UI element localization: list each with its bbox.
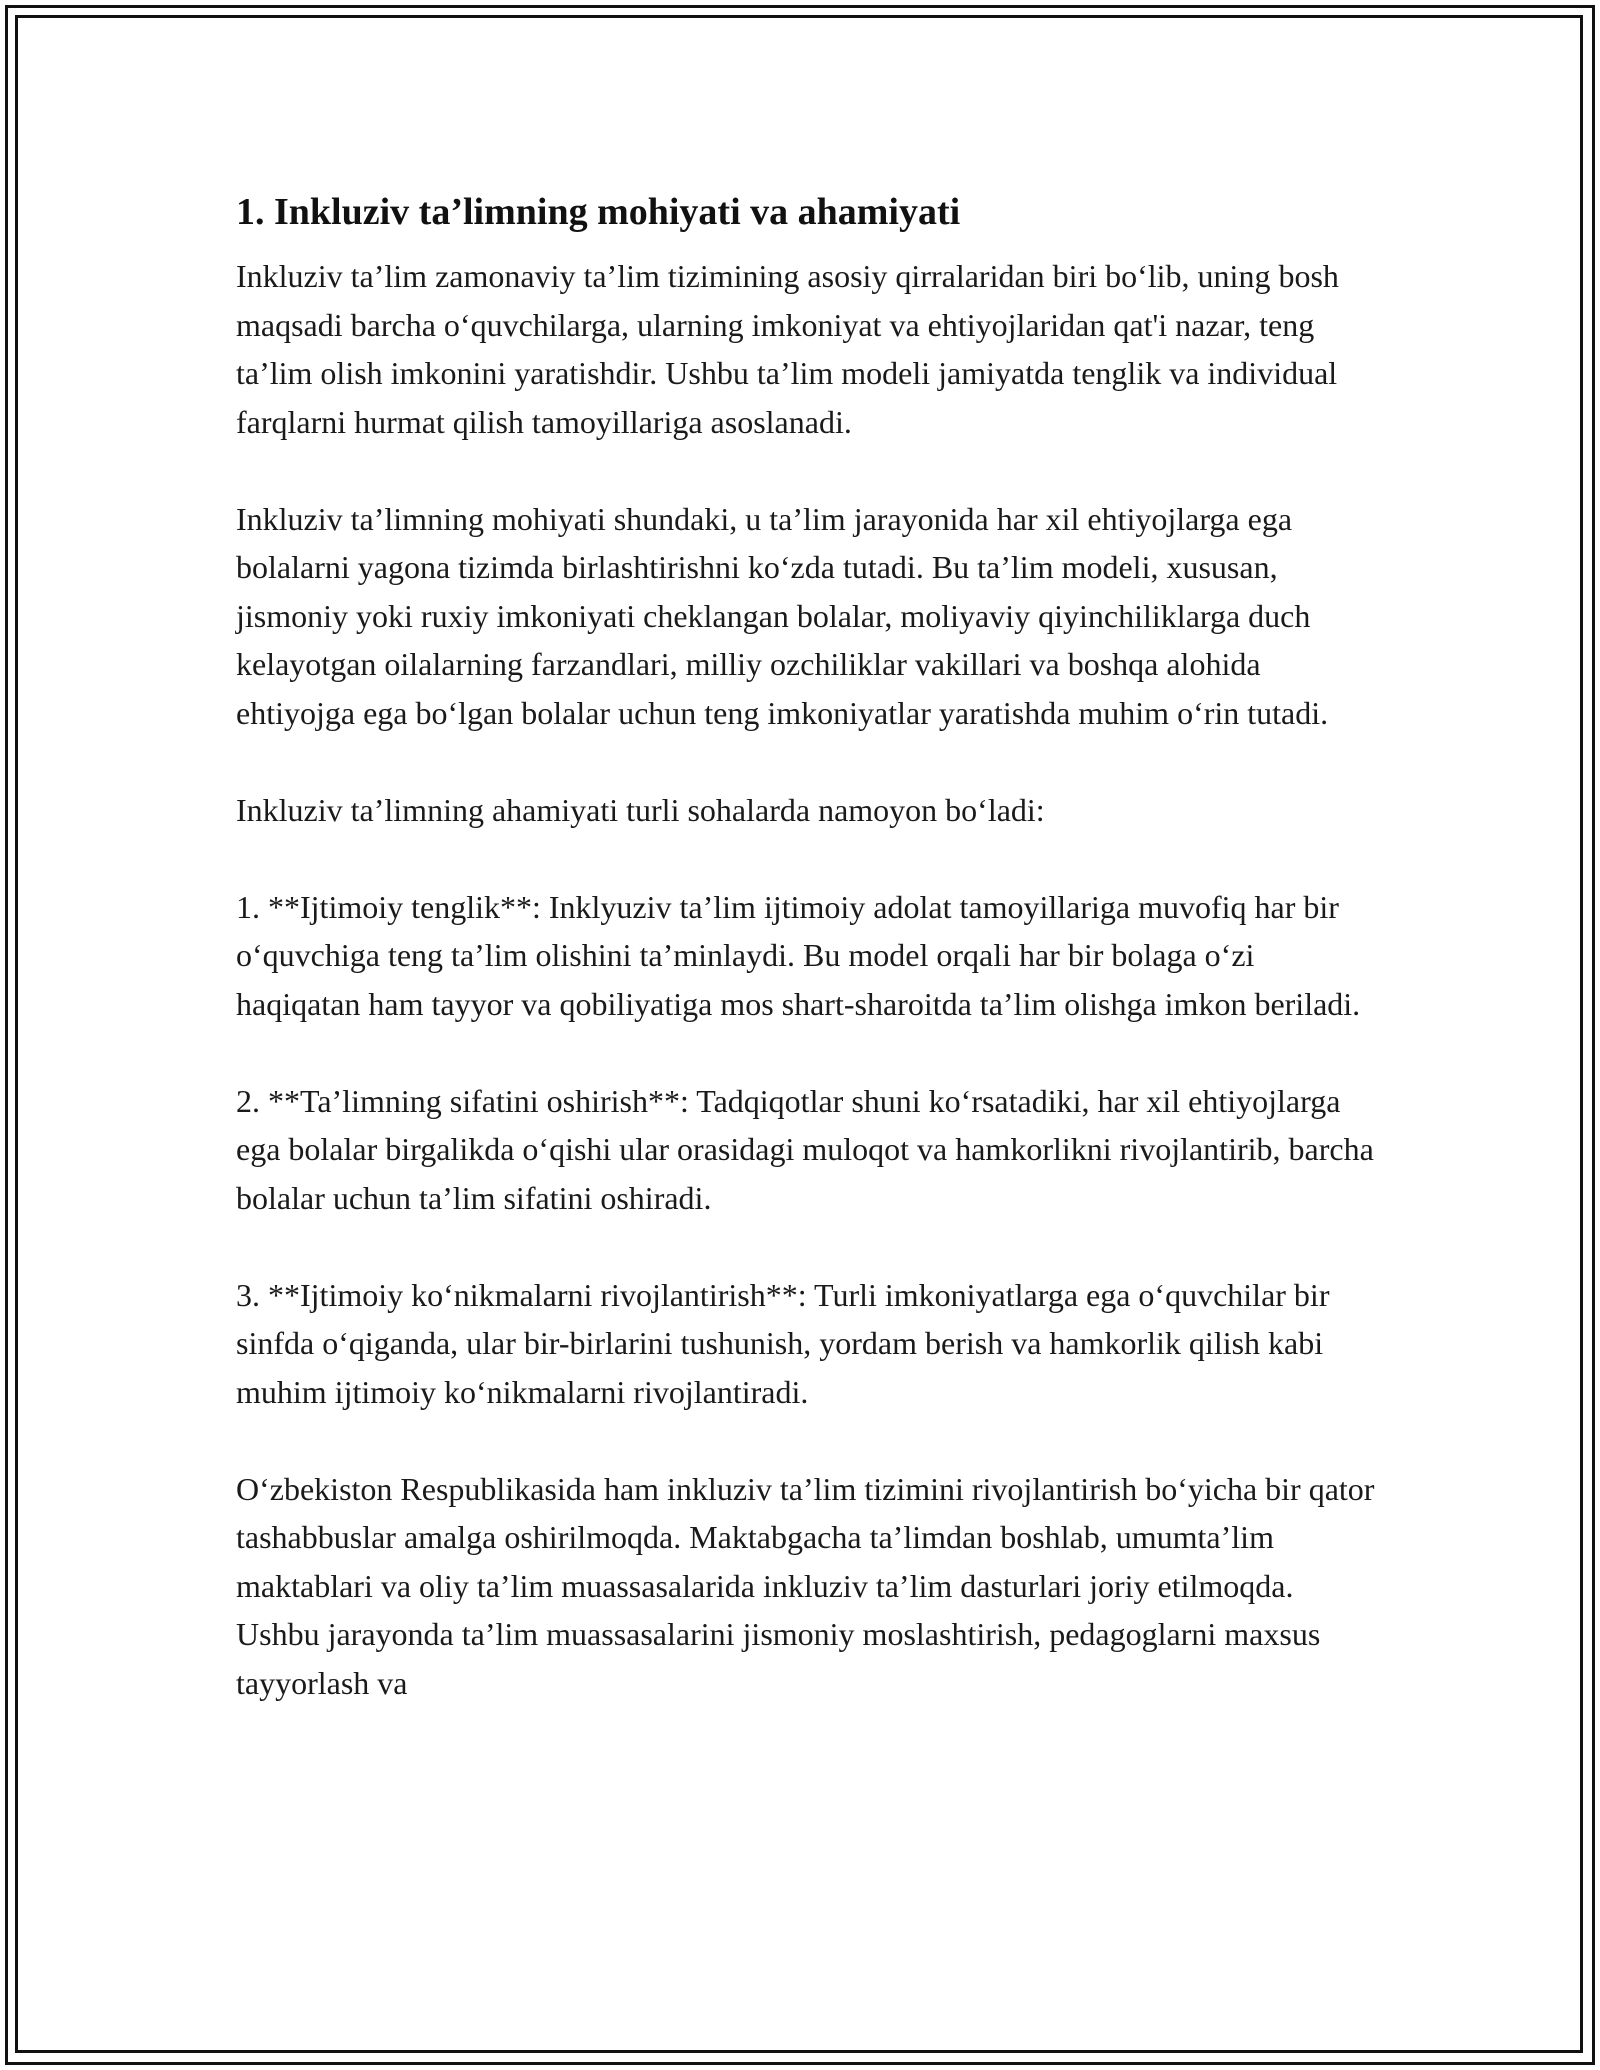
paragraph-intro: Inkluziv ta’lim zamonaviy ta’lim tizimining asosiy qirralaridan biri bo‘lib, uning bosh maqsadi barcha o‘quvchilarga, ularning imkoniyat va ehtiyojlaridan qat'i nazar, teng ta’lim olish imkonini yaratishdir. Ushbu ta’lim modeli jamiyatda tenglik va individual farqlarni hurmat qilish tamoyillariga asoslanadi. — [236, 258, 1339, 440]
paragraph-importance-lead: Inkluziv ta’limning ahamiyati turli sohalarda namoyon bo‘ladi: — [236, 791, 1045, 828]
list-item-social-equality: 1. **Ijtimoiy tenglik**: Inklyuziv ta’lim ijtimoiy adolat tamoyillariga muvofiq har bir o‘quvchiga teng ta’lim olishini ta’minlaydi. Bu model orqali har bir bolaga o‘zi haqiqatan ham tayyor va qobiliyatiga mos shart-sharoitda ta’lim olishga imkon beriladi. — [236, 888, 1361, 1022]
list-item-social-skills: 3. **Ijtimoiy ko‘nikmalarni rivojlantirish**: Turli imkoniyatlarga ega o‘quvchilar bir sinfda o‘qiganda, ular bir-birlarini tushunish, yordam berish va hamkorlik qilish kabi muhim ijtimoiy ko‘nikmalarni rivojlantiradi. — [236, 1276, 1330, 1410]
list-item-education-quality: 2. **Ta’limning sifatini oshirish**: Tadqiqotlar shuni ko‘rsatadiki, har xil ehtiyojlarga ega bolalar birgalikda o‘qishi ular orasidagi muloqot va hamkorlikni rivojlantirib, barcha bolalar uchun ta’lim sifatini oshiradi. — [236, 1082, 1374, 1216]
section-heading: 1. Inkluziv ta’limning mohiyati va ahamiyati — [236, 191, 961, 233]
document-body — [236, 186, 1376, 1756]
paragraph-essence: Inkluziv ta’limning mohiyati shundaki, u ta’lim jarayonida har xil ehtiyojlarga ega bolalarni yagona tizimda birlashtirishni ko‘zda tutadi. Bu ta’lim modeli, xususan, jismoniy yoki ruxiy imkoniyati cheklangan bolalar, moliyaviy qiyinchiliklarga duch kelayotgan oilalarning farzandlari, milliy ozchiliklar vakillari va boshqa alohida ehtiyojga ega bo‘lgan bolalar uchun teng imkoniyatlar yaratishda muhim o‘rin tutadi. — [236, 500, 1329, 731]
paragraph-uzbekistan: O‘zbekiston Respublikasida ham inkluziv ta’lim tizimini rivojlantirish bo‘yicha bir qator tashabbuslar amalga oshirilmoqda. Maktabgacha ta’limdan boshlab, umumta’lim maktablari va oliy ta’lim muassasalarida inkluziv ta’lim dasturlari joriy etilmoqda. Ushbu jarayonda ta’lim muassasalarini jismoniy moslashtirish, pedagoglarni maxsus tayyorlash va — [236, 1470, 1375, 1701]
